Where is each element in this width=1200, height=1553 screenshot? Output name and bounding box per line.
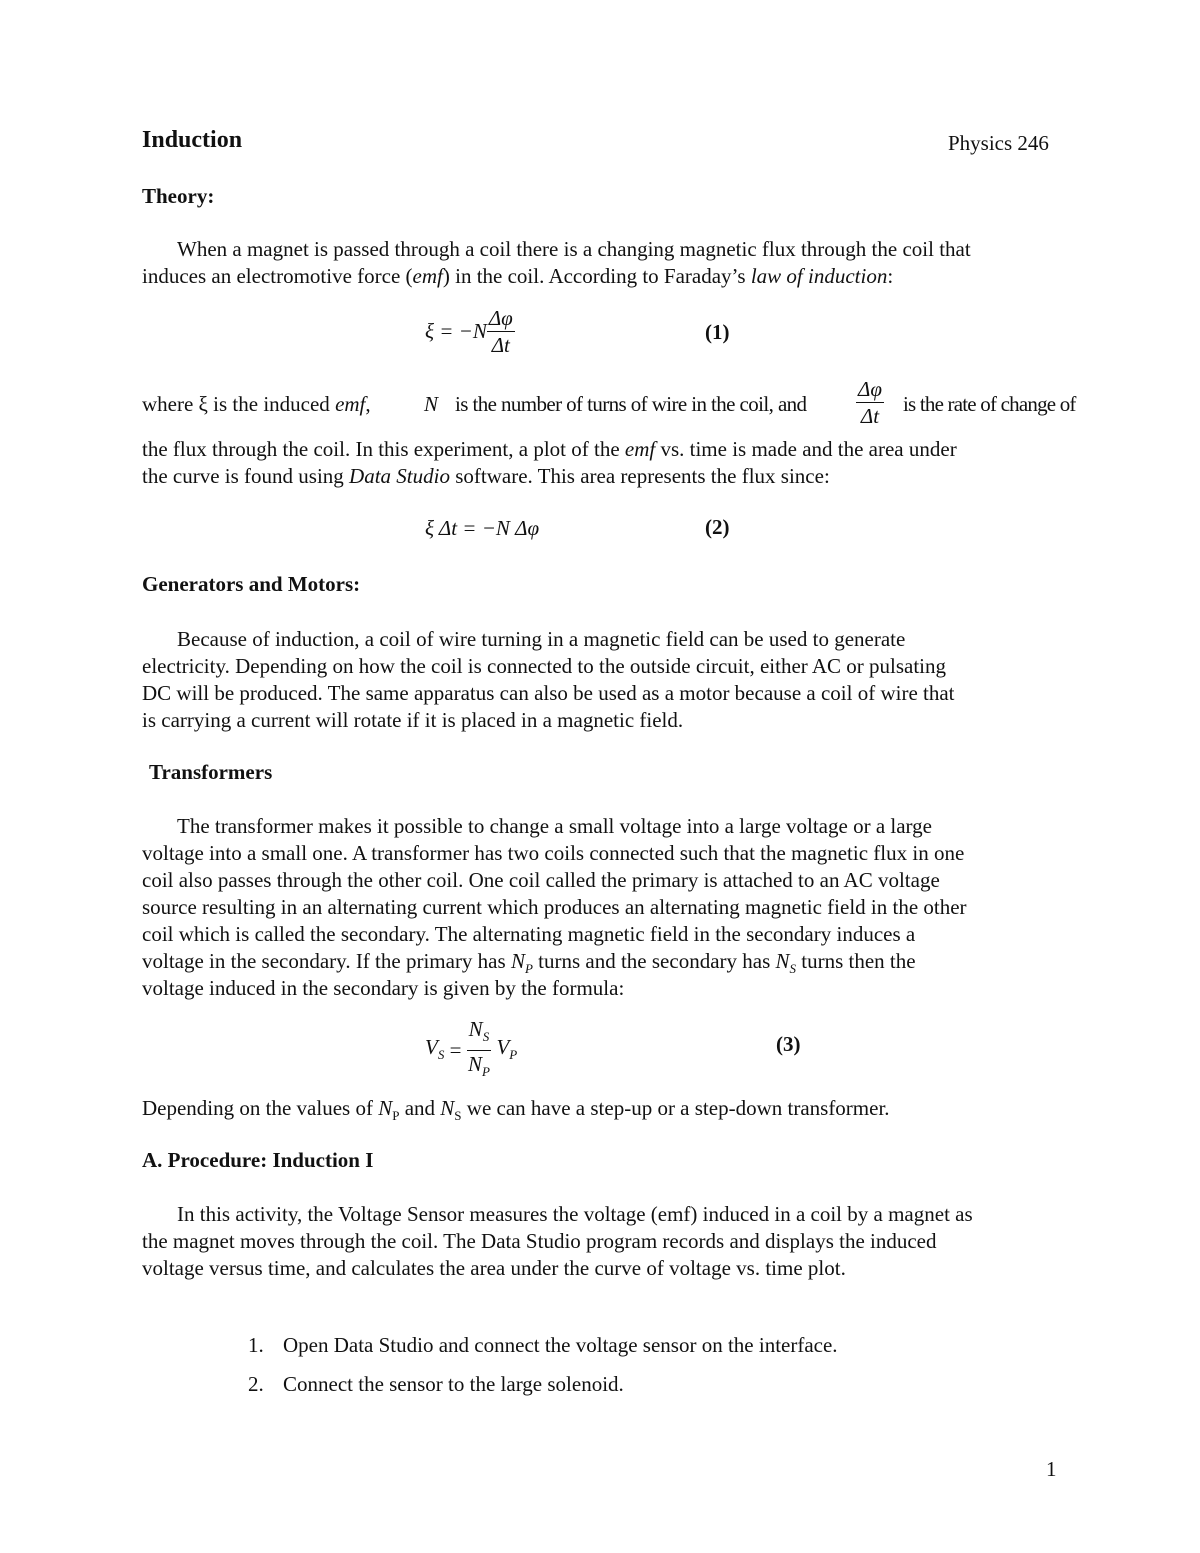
generators-heading: Generators and Motors: <box>142 572 361 596</box>
theory-where-middle: is the number of turns of wire in the coil, and <box>455 392 807 416</box>
step-text: Open Data Studio and connect the voltage sensor on the interface. <box>283 1333 838 1357</box>
theory-where-end: is the rate of change of <box>903 392 1076 416</box>
page-title: Induction <box>142 127 243 153</box>
transformers-line: voltage into a small one. A transformer has two coils connected such that the magnetic flux in one <box>142 841 965 865</box>
transformers-line: coil which is called the secondary. The alternating magnetic field in the secondary induces a <box>142 922 916 946</box>
theory-paragraph-line: When a magnet is passed through a coil there is a changing magnetic flux through the coil that <box>177 237 971 261</box>
generators-line: DC will be produced. The same apparatus can also be used as a motor because a coil of wire that <box>142 681 955 705</box>
generators-line: electricity. Depending on how the coil is connected to the outside circuit, either AC or pulsating <box>142 654 947 678</box>
generators-line: is carrying a current will rotate if it is placed in a magnetic field. <box>142 708 684 732</box>
step-number: 1. <box>248 1333 264 1357</box>
page-number: 1 <box>1046 1457 1057 1481</box>
transformers-line: voltage induced in the secondary is given by the formula: <box>142 976 625 1000</box>
procedure-line: the magnet moves through the coil. The Data Studio program records and displays the induced <box>142 1229 937 1253</box>
transformers-line: The transformer makes it possible to change a small voltage into a large voltage or a large <box>177 814 932 838</box>
transformers-after-line: Depending on the values of $N_P$ and $N_S$ we can have a step-up or a step-down transformer. <box>142 1096 890 1124</box>
transformers-line: source resulting in an alternating current which produces an alternating magnetic field in the other <box>142 895 967 919</box>
theory-paragraph-line: the curve is found using Data Studio software. This area represents the flux since: <box>142 464 830 488</box>
generators-line: Because of induction, a coil of wire turning in a magnetic field can be used to generate <box>177 627 906 651</box>
equation-3: $V_S$ = $\frac{N_S}{N_P}$ $V_P$ <box>425 1017 518 1080</box>
symbol-n: N <box>424 392 439 416</box>
transformers-heading: Transformers <box>149 760 273 784</box>
step-text: Connect the sensor to the large solenoid. <box>283 1372 624 1396</box>
step-number: 2. <box>248 1372 264 1396</box>
procedure-line: In this activity, the Voltage Sensor measures the voltage (emf) induced in a coil by a magnet as <box>177 1202 973 1226</box>
equation-1-number: (1) <box>705 320 730 344</box>
theory-paragraph-line: induces an electromotive force (emf) in the coil. According to Faraday’s law of induction: <box>142 264 894 288</box>
theory-heading: Theory: <box>142 184 215 208</box>
equation-2-number: (2) <box>705 515 730 539</box>
equation-1: ξ = −N $\frac{\Delta\varphi}{\Delta t}$ <box>425 306 513 357</box>
equation-3-number: (3) <box>776 1032 801 1056</box>
procedure-line: voltage versus time, and calculates the area under the curve of voltage vs. time plot. <box>142 1256 846 1280</box>
course-label: Physics 246 <box>948 131 1049 155</box>
procedure-heading: A. Procedure: Induction I <box>142 1148 374 1172</box>
transformers-line: voltage in the secondary. If the primary has $N_P$ turns and the secondary has $N_S$ turns then the <box>142 949 916 977</box>
theory-paragraph-line: the flux through the coil. In this experiment, a plot of the emf vs. time is made and the area under <box>142 437 957 461</box>
theory-where-line: where ξ is the induced emf, <box>142 392 371 416</box>
transformers-line: coil also passes through the other coil. One coil called the primary is attached to an AC voltage <box>142 868 940 892</box>
inline-fraction: $\frac{\Delta\varphi}{\Delta t}$ <box>858 377 882 428</box>
equation-2: ξ Δt = −N Δφ <box>425 516 540 540</box>
